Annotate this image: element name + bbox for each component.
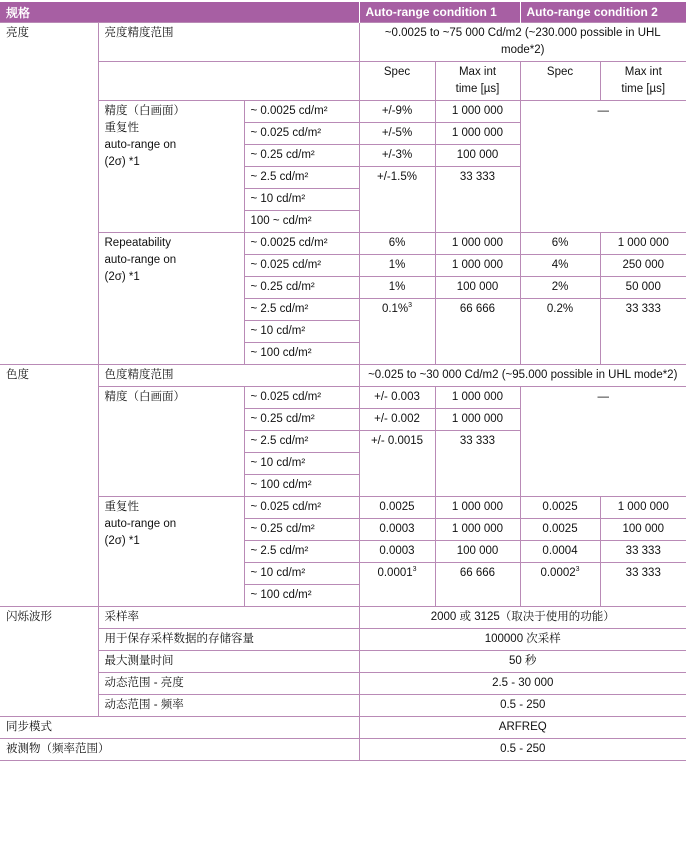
flicker-value: 2.5 - 30 000 bbox=[359, 673, 686, 695]
spec-cell: 4% bbox=[520, 255, 600, 277]
spec-cell: +/-5% bbox=[359, 123, 435, 145]
flicker-label: 最大测量时间 bbox=[98, 651, 359, 673]
level-cell: ~ 0.25 cd/m² bbox=[244, 145, 359, 167]
object-label: 被测物（频率范围） bbox=[0, 739, 359, 761]
maxint-cell: 66 666 bbox=[435, 299, 520, 365]
sync-mode-value: ARFREQ bbox=[359, 717, 686, 739]
maxint-cell: 1 000 000 bbox=[435, 101, 520, 123]
spec-cell: 1% bbox=[359, 255, 435, 277]
spec-cell: 0.0004 bbox=[520, 541, 600, 563]
maxint-cell: 1 000 000 bbox=[435, 497, 520, 519]
maxint-cell: 100 000 bbox=[435, 277, 520, 299]
level-cell: ~ 2.5 cd/m² bbox=[244, 299, 359, 321]
spec-cell: 2% bbox=[520, 277, 600, 299]
spec-cell: 0.2% bbox=[520, 299, 600, 365]
spec-cell: +/- 0.002 bbox=[359, 409, 435, 431]
maxint-cell: 50 000 bbox=[600, 277, 686, 299]
spec-cell: 0.1%$^3$ bbox=[359, 299, 435, 365]
header-spec: 规格 bbox=[0, 2, 359, 23]
spec-cell: 0.0003 bbox=[359, 541, 435, 563]
level-cell: ~ 0.25 cd/m² bbox=[244, 519, 359, 541]
spec-col-header: Spec bbox=[520, 62, 600, 101]
table-row bbox=[0, 739, 686, 761]
spec-cell: +/-9% bbox=[359, 101, 435, 123]
spec-cell: 1% bbox=[359, 277, 435, 299]
level-cell: ~ 100 cd/m² bbox=[244, 585, 359, 607]
category-chromaticity: 色度 bbox=[0, 365, 98, 607]
spec-cell: 0.0001$^3$ bbox=[359, 563, 435, 607]
level-cell: ~ 10 cd/m² bbox=[244, 563, 359, 585]
maxint-cell: 100 000 bbox=[435, 541, 520, 563]
flicker-label: 动态范围 - 频率 bbox=[98, 695, 359, 717]
spec-cell: 6% bbox=[359, 233, 435, 255]
level-cell: ~ 2.5 cd/m² bbox=[244, 541, 359, 563]
lum-range-label: 亮度精度范围 bbox=[98, 23, 359, 62]
spec-col-header: Spec bbox=[359, 62, 435, 101]
maxint-cell: 1 000 000 bbox=[435, 233, 520, 255]
table-row bbox=[0, 387, 686, 409]
level-cell: ~ 0.25 cd/m² bbox=[244, 277, 359, 299]
table-row bbox=[0, 233, 686, 255]
table-row bbox=[0, 651, 686, 673]
table-row bbox=[0, 717, 686, 739]
flicker-label: 采样率 bbox=[98, 607, 359, 629]
maxint-cell: 33 333 bbox=[435, 167, 520, 233]
lum-range-value: ~0.0025 to ~75 000 Cd/m2 (~230.000 possible in UHL mode*2) bbox=[359, 23, 686, 62]
table-row bbox=[0, 673, 686, 695]
table-row bbox=[0, 365, 686, 387]
maxint-cell: 1 000 000 bbox=[435, 409, 520, 431]
level-cell: ~ 100 cd/m² bbox=[244, 343, 359, 365]
maxint-cell: 1 000 000 bbox=[435, 519, 520, 541]
level-cell: ~ 0.025 cd/m² bbox=[244, 255, 359, 277]
flicker-label: 用于保存采样数据的存储容量 bbox=[98, 629, 359, 651]
flicker-value: 50 秒 bbox=[359, 651, 686, 673]
maxint-cell: 1 000 000 bbox=[600, 233, 686, 255]
table-header bbox=[0, 2, 686, 23]
header-cond1: Auto-range condition 1 bbox=[359, 2, 520, 23]
maxint-cell: 1 000 000 bbox=[435, 255, 520, 277]
flicker-value: 0.5 - 250 bbox=[359, 695, 686, 717]
maxint-cell: 100 000 bbox=[600, 519, 686, 541]
maxint-cell: 250 000 bbox=[600, 255, 686, 277]
level-cell: ~ 10 cd/m² bbox=[244, 321, 359, 343]
maxint-col-header: Max int time [µs] bbox=[435, 62, 520, 101]
spec-cell: 6% bbox=[520, 233, 600, 255]
level-cell: ~ 10 cd/m² bbox=[244, 189, 359, 211]
table-row bbox=[0, 607, 686, 629]
table-row bbox=[0, 101, 686, 123]
spec-cell: 0.0025 bbox=[520, 519, 600, 541]
category-flicker: 闪烁波形 bbox=[0, 607, 98, 717]
level-cell: 100 ~ cd/m² bbox=[244, 211, 359, 233]
spec-cell: 0.0002$^3$ bbox=[520, 563, 600, 607]
maxint-cell: 1 000 000 bbox=[435, 123, 520, 145]
level-cell: ~ 100 cd/m² bbox=[244, 475, 359, 497]
spec-cell: +/- 0.003 bbox=[359, 387, 435, 409]
level-cell: ~ 0.25 cd/m² bbox=[244, 409, 359, 431]
maxint-cell: 1 000 000 bbox=[435, 387, 520, 409]
table-row bbox=[0, 695, 686, 717]
chroma-range-value: ~0.025 to ~30 000 Cd/m2 (~95.000 possible in UHL mode*2) bbox=[359, 365, 686, 387]
spec-table bbox=[0, 2, 687, 761]
maxint-cell: 33 333 bbox=[435, 431, 520, 497]
table-row bbox=[0, 497, 686, 519]
flicker-value: 2000 或 3125（取决于使用的功能） bbox=[359, 607, 686, 629]
maxint-cell: 66 666 bbox=[435, 563, 520, 607]
empty-cell bbox=[98, 62, 359, 101]
chroma-repeatability-label: 重复性 auto-range on (2σ) *1 bbox=[98, 497, 244, 607]
table-row bbox=[0, 629, 686, 651]
dash-cell: — bbox=[520, 101, 686, 233]
level-cell: ~ 0.0025 cd/m² bbox=[244, 233, 359, 255]
chroma-range-label: 色度精度范围 bbox=[98, 365, 359, 387]
lum-accuracy-label: 精度（白画面） 重复性 auto-range on (2σ) *1 bbox=[98, 101, 244, 233]
table-row bbox=[0, 62, 686, 101]
level-cell: ~ 0.025 cd/m² bbox=[244, 387, 359, 409]
level-cell: ~ 0.0025 cd/m² bbox=[244, 101, 359, 123]
spec-cell: 0.0003 bbox=[359, 519, 435, 541]
flicker-label: 动态范围 - 亮度 bbox=[98, 673, 359, 695]
spec-cell: 0.0025 bbox=[520, 497, 600, 519]
category-luminance: 亮度 bbox=[0, 23, 98, 365]
level-cell: ~ 0.025 cd/m² bbox=[244, 497, 359, 519]
table-row bbox=[0, 23, 686, 62]
header-cond2: Auto-range condition 2 bbox=[520, 2, 686, 23]
maxint-cell: 1 000 000 bbox=[600, 497, 686, 519]
maxint-cell: 33 333 bbox=[600, 541, 686, 563]
dash-cell: — bbox=[520, 387, 686, 497]
object-value: 0.5 - 250 bbox=[359, 739, 686, 761]
maxint-cell: 100 000 bbox=[435, 145, 520, 167]
level-cell: ~ 0.025 cd/m² bbox=[244, 123, 359, 145]
spec-cell: +/-3% bbox=[359, 145, 435, 167]
spec-cell: 0.0025 bbox=[359, 497, 435, 519]
maxint-cell: 33 333 bbox=[600, 563, 686, 607]
maxint-cell: 33 333 bbox=[600, 299, 686, 365]
spec-cell: +/- 0.0015 bbox=[359, 431, 435, 497]
maxint-col-header: Max int time [µs] bbox=[600, 62, 686, 101]
chroma-accuracy-label: 精度（白画面） bbox=[98, 387, 244, 497]
level-cell: ~ 2.5 cd/m² bbox=[244, 167, 359, 189]
level-cell: ~ 10 cd/m² bbox=[244, 453, 359, 475]
sync-mode-label: 同步模式 bbox=[0, 717, 359, 739]
lum-repeatability-label: Repeatability auto-range on (2σ) *1 bbox=[98, 233, 244, 365]
level-cell: ~ 2.5 cd/m² bbox=[244, 431, 359, 453]
spec-cell: +/-1.5% bbox=[359, 167, 435, 233]
flicker-value: 100000 次采样 bbox=[359, 629, 686, 651]
